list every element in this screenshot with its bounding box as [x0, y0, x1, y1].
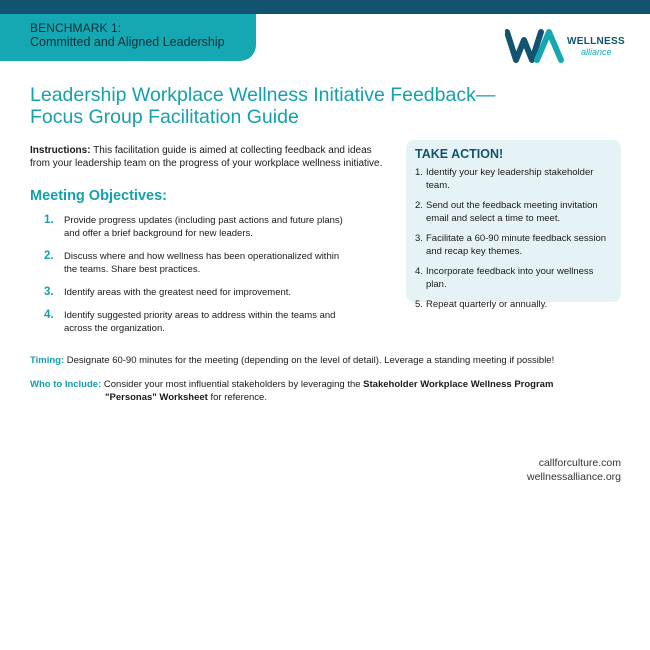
footer-url-2: wellnessalliance.org: [527, 471, 621, 483]
objective-number: 3.: [44, 286, 54, 298]
instructions: [30, 144, 390, 170]
objective-item: [30, 286, 350, 299]
action-item: [415, 298, 613, 311]
objective-text: Identify suggested priority areas to address within the teams and across the organization.: [64, 310, 336, 334]
action-text: Identify your key leadership stakeholder team.: [426, 167, 594, 191]
who-second-line: [30, 391, 630, 404]
objective-number: 2.: [44, 250, 54, 262]
objective-text: Provide progress updates (including past actions and future plans) and offer a brief background for new leaders.: [64, 215, 343, 239]
action-number: 4.: [415, 266, 423, 277]
timing-text: Designate 60-90 minutes for the meeting (depending on the level of detail). Leverage a standing meeting if possible!: [66, 355, 555, 366]
who-to-include: [30, 378, 630, 404]
logo-wordmark: WELLNESS: [567, 36, 625, 47]
who-label: Who to Include:: [30, 379, 102, 390]
who-text: Consider your most influential stakeholders by leveraging the: [103, 379, 361, 390]
objectives-heading: Meeting Objectives:: [30, 188, 167, 204]
logo-subword: alliance: [581, 47, 612, 57]
title-line-1: Leadership Workplace Wellness Initiative Feedback—: [30, 84, 496, 106]
title-line-2: Focus Group Facilitation Guide: [30, 106, 299, 128]
objectives-list: [30, 214, 350, 345]
benchmark-number: BENCHMARK 1:: [30, 21, 122, 35]
objective-number: 1.: [44, 214, 54, 226]
instructions-label: Instructions:: [30, 145, 91, 156]
action-item: [415, 265, 613, 291]
timing-label: Timing:: [30, 355, 65, 366]
page-title: [30, 84, 590, 128]
benchmark-tab: [0, 14, 256, 61]
benchmark-title: Committed and Aligned Leadership: [30, 35, 225, 49]
timing: [30, 354, 630, 367]
action-number: 5.: [415, 299, 423, 310]
objective-item: [30, 250, 350, 276]
action-item: [415, 232, 613, 258]
objective-item: [30, 309, 350, 335]
worksheet-name-part2: "Personas" Worksheet: [105, 392, 208, 403]
action-text: Facilitate a 60-90 minute feedback session and recap key themes.: [426, 233, 607, 257]
take-action-title: TAKE ACTION!: [415, 147, 504, 161]
objective-text: Discuss where and how wellness has been operationalized within the teams. Share best practices.: [64, 251, 340, 275]
objective-item: [30, 214, 350, 240]
worksheet-name-part1: Stakeholder Workplace Wellness Program: [363, 379, 554, 390]
top-bar: [0, 0, 650, 14]
action-text: Repeat quarterly or annually.: [426, 299, 548, 310]
who-text-after: for reference.: [210, 392, 267, 403]
objective-text: Identify areas with the greatest need for improvement.: [64, 287, 292, 298]
action-item: [415, 166, 613, 192]
instructions-text: This facilitation guide is aimed at collecting feedback and ideas from your leadership team on the progress of your workplace wellness initiative.: [30, 145, 383, 169]
action-number: 3.: [415, 233, 423, 244]
footer: [527, 456, 621, 484]
take-action-list: [415, 166, 613, 311]
action-text: Send out the feedback meeting invitation email and select a time to meet.: [426, 200, 598, 224]
action-item: [415, 199, 613, 225]
action-number: 1.: [415, 167, 423, 178]
take-action-box: [406, 140, 621, 310]
action-text: Incorporate feedback into your wellness plan.: [426, 266, 594, 290]
action-number: 2.: [415, 200, 423, 211]
footer-url-1: callforculture.com: [538, 457, 621, 469]
objective-number: 4.: [44, 309, 54, 321]
